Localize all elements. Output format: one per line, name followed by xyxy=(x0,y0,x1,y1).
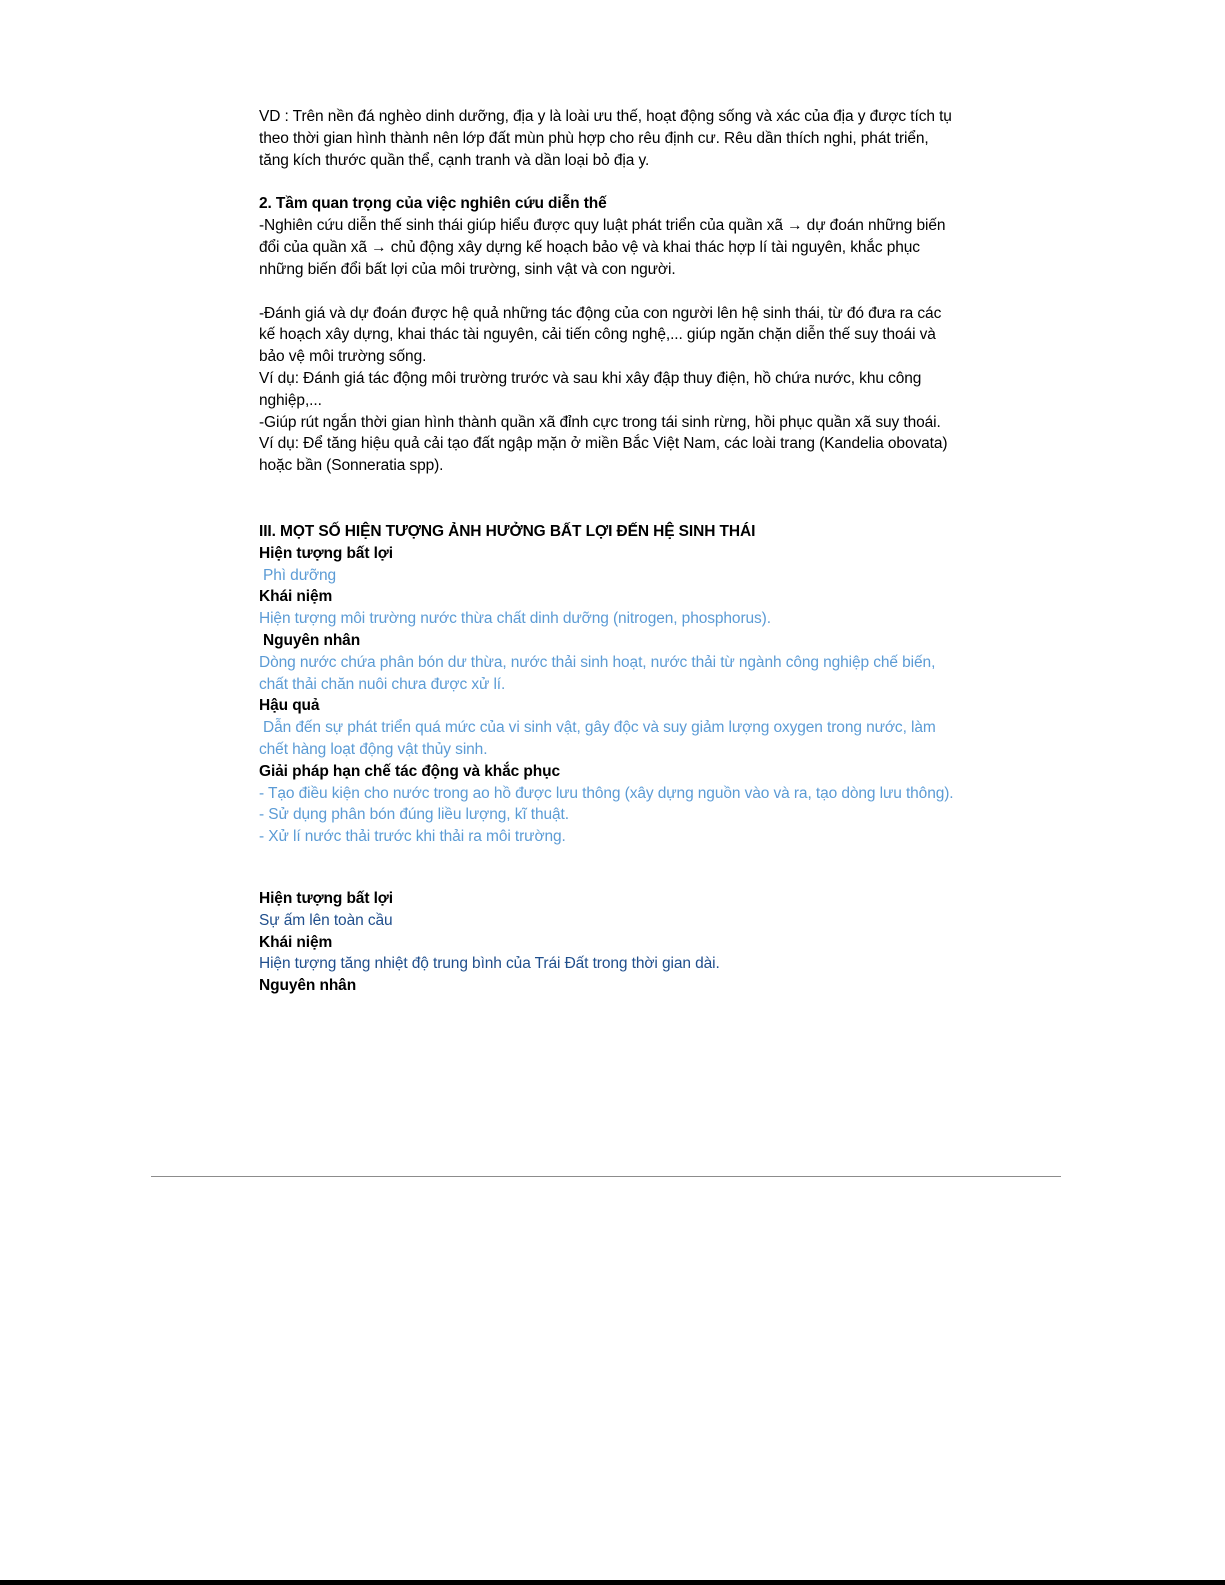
p1-solution1: - Tạo điều kiện cho nước trong ao hồ được lưu thông (xây dựng nguồn vào và ra, tạo dòng lưu thông). xyxy=(259,784,954,802)
intro-example: VD : Trên nền đá nghèo dinh dưỡng, địa y là loài ưu thế, hoạt động sống và xác của địa y được tích tụ theo thời gian hình thành nên lớp đất mùn phù hợp cho rêu định cư. Rêu dần thích nghi, phát triển, tăng kích thước quần thể, cạnh tranh và dần loại bỏ địa y. xyxy=(259,108,952,169)
section2-example2: Ví dụ: Để tăng hiệu quả cải tạo đất ngập mặn ở miền Bắc Việt Nam, các loài trang (Kandelia obovata) hoặc bần (Sonneratia spp). xyxy=(259,435,948,475)
p1-label-solution: Giải pháp hạn chế tác động và khắc phục xyxy=(259,762,560,780)
p2-phenomenon: Sự ấm lên toàn cầu xyxy=(259,911,393,929)
p1-solution3: - Xử lí nước thải trước khi thải ra môi trường. xyxy=(259,828,566,846)
page-divider xyxy=(151,1176,1061,1177)
section2-example1: Ví dụ: Đánh giá tác động môi trường trước và sau khi xây đập thuy điện, hồ chứa nước, khu công nghiệp,... xyxy=(259,369,922,409)
p1-phenomenon: Phì dưỡng xyxy=(263,566,337,584)
spacer xyxy=(259,171,959,193)
section2-heading: 2. Tầm quan trọng của việc nghiên cứu diễn thế xyxy=(259,195,607,213)
p1-label-consequence: Hậu quả xyxy=(259,697,320,715)
spacer xyxy=(259,477,959,521)
p1-label-phenomenon: Hiện tượng bất lợi xyxy=(259,544,393,562)
p1-solution2: - Sử dụng phân bón đúng liều lượng, kĩ thuật. xyxy=(259,806,569,824)
p1-label-concept: Khái niệm xyxy=(259,588,333,606)
spacer xyxy=(259,848,959,888)
p2-label-phenomenon: Hiện tượng bất lợi xyxy=(259,889,393,907)
section2-para3: -Giúp rút ngắn thời gian hình thành quần xã đỉnh cực trong tái sinh rừng, hồi phục quần xã suy thoái. xyxy=(259,413,941,431)
page-content xyxy=(259,106,959,997)
p1-concept: Hiện tượng môi trường nước thừa chất dinh dưỡng (nitrogen, phosphorus). xyxy=(259,610,771,628)
p1-cause: Dòng nước chứa phân bón dư thừa, nước thải sinh hoạt, nước thải từ ngành công nghiệp chế biến, chất thải chăn nuôi chưa được xử lí. xyxy=(259,653,936,693)
p2-label-cause: Nguyên nhân xyxy=(259,977,357,995)
section3-heading: III. MỌT SỐ HIỆN TƯỢNG ẢNH HƯỞNG BẤT LỢI ĐẾN HỆ SINH THÁI xyxy=(259,522,756,540)
section2-para1: -Nghiên cứu diễn thế sinh thái giúp hiểu được quy luật phát triển của quần xã → dự đoán những biến đổi của quần xã → chủ động xây dựng kế hoạch bảo vệ và khai thác hợp lí tài nguyên, khắc phục những biến đổi bất lợi của môi trường, sinh vật và con người. xyxy=(259,217,946,278)
p2-concept: Hiện tượng tăng nhiệt độ trung bình của Trái Đất trong thời gian dài. xyxy=(259,955,720,973)
section2-para2: -Đánh giá và dự đoán được hệ quả những tác động của con người lên hệ sinh thái, từ đó đưa ra các kế hoạch xây dựng, khai thác tài nguyên, cải tiến công nghệ,... giúp ngăn chặn diễn thế suy thoái và bảo vệ môi trường sống. xyxy=(259,304,942,366)
p2-label-concept: Khái niệm xyxy=(259,933,333,951)
bottom-border xyxy=(0,1580,1225,1585)
p1-consequence xyxy=(259,717,959,761)
p1-label-cause: Nguyên nhân xyxy=(263,631,361,649)
p1-consequence-text: Dẫn đến sự phát triển quá mức của vi sinh vật, gây độc và suy giảm lượng oxygen trong nước, làm chết hàng loạt động vật thủy sinh. xyxy=(259,719,936,758)
spacer xyxy=(259,281,959,303)
